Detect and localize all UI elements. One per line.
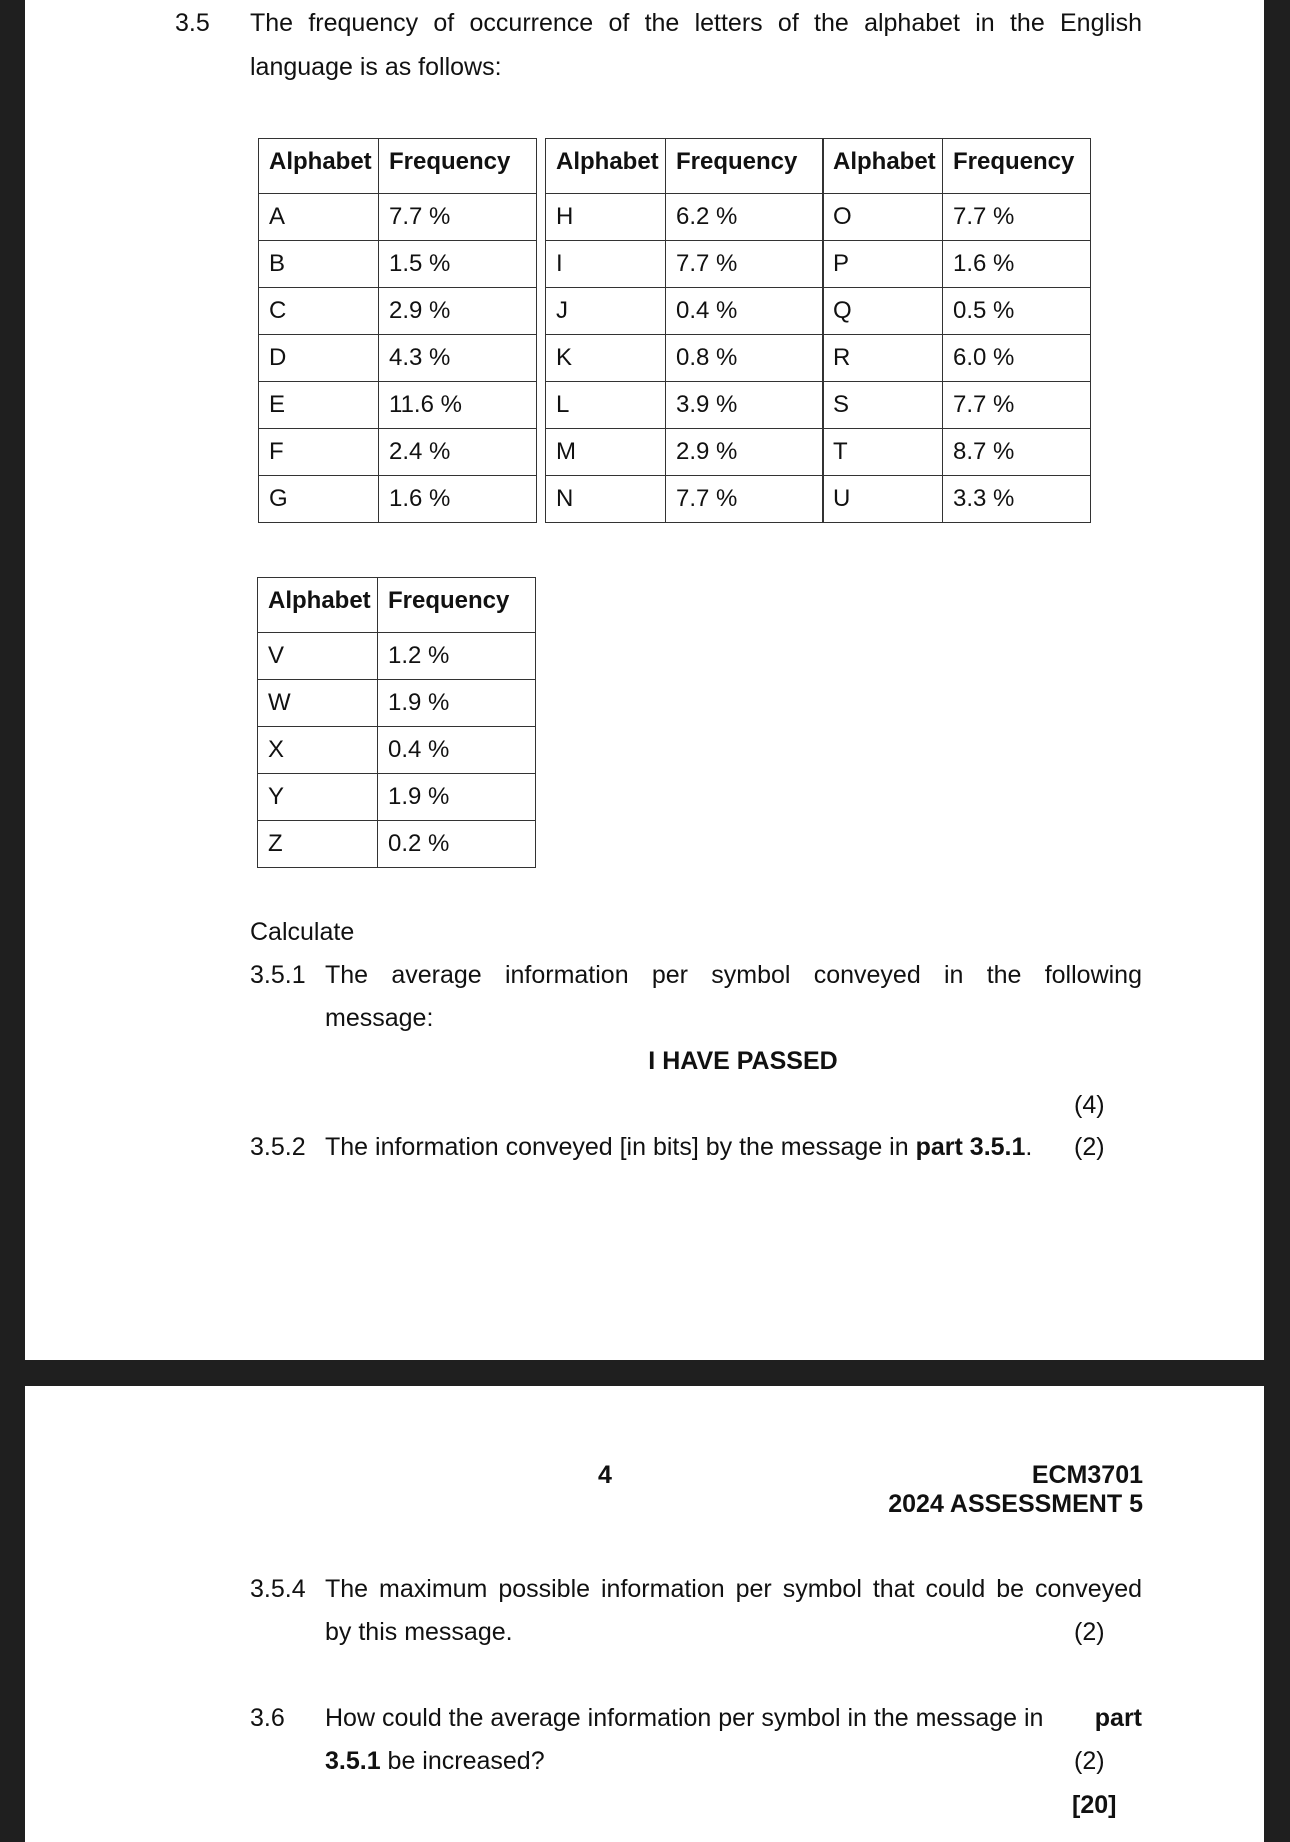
frequency-cell: 7.7 %: [666, 476, 824, 523]
q352-period: .: [1025, 1133, 1033, 1161]
table-row: [823, 241, 1091, 288]
letter-cell: R: [823, 335, 943, 382]
q352-text: [325, 1132, 1032, 1162]
letter-cell: A: [259, 194, 379, 241]
letter-cell: M: [546, 429, 666, 476]
frequency-cell: 1.9 %: [378, 680, 536, 727]
table-row: [546, 476, 824, 523]
assessment-title: 2024 ASSESSMENT 5: [888, 1490, 1143, 1518]
frequency-cell: 1.6 %: [379, 476, 537, 523]
table-row: [823, 335, 1091, 382]
table-row: [546, 429, 824, 476]
frequency-cell: 1.6 %: [943, 241, 1091, 288]
q351-text-line-1: The average information per symbol conveyed in the following: [325, 961, 1142, 989]
table-row: [259, 382, 537, 429]
table-header-alphabet: Alphabet: [258, 578, 378, 633]
question-text-line-1: The frequency of occurrence of the letters of the alphabet in the English: [250, 9, 1142, 37]
table-header-frequency: Frequency: [379, 139, 537, 194]
table-row: [259, 429, 537, 476]
page-2: [25, 1386, 1264, 1842]
table-row: [259, 288, 537, 335]
total-marks: [20]: [1072, 1791, 1117, 1819]
letter-cell: E: [259, 382, 379, 429]
table-row: [546, 194, 824, 241]
table-row: [823, 382, 1091, 429]
frequency-cell: 2.4 %: [379, 429, 537, 476]
table-header-alphabet: Alphabet: [546, 139, 666, 194]
letter-cell: Y: [258, 774, 378, 821]
letter-cell: S: [823, 382, 943, 429]
table-row: [546, 241, 824, 288]
frequency-table-o-u: [822, 138, 1091, 523]
letter-cell: D: [259, 335, 379, 382]
frequency-cell: 1.2 %: [378, 633, 536, 680]
letter-cell: U: [823, 476, 943, 523]
q352-part-reference: part 3.5.1: [915, 1133, 1026, 1161]
letter-cell: B: [259, 241, 379, 288]
table-row: [823, 476, 1091, 523]
frequency-cell: 8.7 %: [943, 429, 1091, 476]
frequency-cell: 0.4 %: [378, 727, 536, 774]
frequency-cell: 7.7 %: [943, 382, 1091, 429]
letter-cell: C: [259, 288, 379, 335]
frequency-cell: 0.5 %: [943, 288, 1091, 335]
q36-part-reference: 3.5.1: [325, 1747, 381, 1775]
q351-number: 3.5.1: [250, 961, 306, 989]
frequency-cell: 1.9 %: [378, 774, 536, 821]
frequency-cell: 11.6 %: [379, 382, 537, 429]
table-row: [823, 194, 1091, 241]
table-header-alphabet: Alphabet: [259, 139, 379, 194]
frequency-table-h-n: [545, 138, 824, 523]
q36-marks: (2): [1074, 1747, 1105, 1775]
table-row: [823, 288, 1091, 335]
table-row: [259, 335, 537, 382]
page-1: [25, 0, 1264, 1360]
letter-cell: O: [823, 194, 943, 241]
frequency-cell: 4.3 %: [379, 335, 537, 382]
table-header-alphabet: Alphabet: [823, 139, 943, 194]
table-row: [258, 680, 536, 727]
frequency-cell: 7.7 %: [943, 194, 1091, 241]
table-row: [546, 382, 824, 429]
table-row: [258, 821, 536, 868]
table-row: [259, 241, 537, 288]
frequency-cell: 0.8 %: [666, 335, 824, 382]
letter-cell: Q: [823, 288, 943, 335]
letter-cell: N: [546, 476, 666, 523]
q354-number: 3.5.4: [250, 1575, 306, 1603]
table-header-frequency: Frequency: [666, 139, 824, 194]
q36-text-tail: be increased?: [380, 1747, 545, 1775]
letter-cell: V: [258, 633, 378, 680]
page-number: 4: [598, 1461, 612, 1489]
letter-cell: W: [258, 680, 378, 727]
q36-text-line-2: [325, 1746, 545, 1776]
frequency-cell: 7.7 %: [666, 241, 824, 288]
table-row: [258, 727, 536, 774]
table-row: [259, 476, 537, 523]
calculate-label: Calculate: [250, 918, 355, 946]
frequency-cell: 6.2 %: [666, 194, 824, 241]
q36-part-word: part: [1094, 1704, 1142, 1732]
letter-cell: K: [546, 335, 666, 382]
frequency-cell: 2.9 %: [666, 429, 824, 476]
table-row: [823, 429, 1091, 476]
frequency-cell: 7.7 %: [379, 194, 537, 241]
letter-cell: L: [546, 382, 666, 429]
frequency-cell: 2.9 %: [379, 288, 537, 335]
letter-cell: J: [546, 288, 666, 335]
table-row: [546, 288, 824, 335]
letter-cell: I: [546, 241, 666, 288]
q354-marks: (2): [1074, 1618, 1105, 1646]
frequency-cell: 3.9 %: [666, 382, 824, 429]
table-row: [258, 774, 536, 821]
q36-text-line-1: [325, 1703, 1142, 1733]
frequency-cell: 3.3 %: [943, 476, 1091, 523]
frequency-cell: 1.5 %: [379, 241, 537, 288]
letter-cell: H: [546, 194, 666, 241]
q352-number: 3.5.2: [250, 1133, 306, 1161]
q352-marks: (2): [1074, 1133, 1105, 1161]
message-text: I HAVE PASSED: [648, 1047, 838, 1075]
question-number: 3.5: [175, 9, 210, 37]
table-header-frequency: Frequency: [378, 578, 536, 633]
frequency-table-v-z: [257, 577, 536, 868]
letter-cell: F: [259, 429, 379, 476]
letter-cell: P: [823, 241, 943, 288]
q351-text-line-2: message:: [325, 1004, 434, 1032]
letter-cell: X: [258, 727, 378, 774]
q354-text-line-1: The maximum possible information per symbol that could be conveyed: [325, 1575, 1142, 1603]
table-row: [259, 194, 537, 241]
q36-number: 3.6: [250, 1704, 285, 1732]
frequency-cell: 0.4 %: [666, 288, 824, 335]
table-row: [546, 335, 824, 382]
q354-text-line-2: by this message.: [325, 1618, 513, 1646]
q36-text-plain: How could the average information per symbol in the message in: [325, 1704, 1044, 1732]
q351-marks: (4): [1074, 1091, 1105, 1119]
letter-cell: G: [259, 476, 379, 523]
table-header-frequency: Frequency: [943, 139, 1091, 194]
table-row: [258, 633, 536, 680]
frequency-cell: 6.0 %: [943, 335, 1091, 382]
frequency-cell: 0.2 %: [378, 821, 536, 868]
q352-text-plain: The information conveyed [in bits] by the message in: [325, 1133, 909, 1161]
frequency-table-a-g: [258, 138, 537, 523]
letter-cell: Z: [258, 821, 378, 868]
course-code: ECM3701: [1031, 1461, 1143, 1489]
letter-cell: T: [823, 429, 943, 476]
question-text-line-2: language is as follows:: [250, 53, 502, 81]
